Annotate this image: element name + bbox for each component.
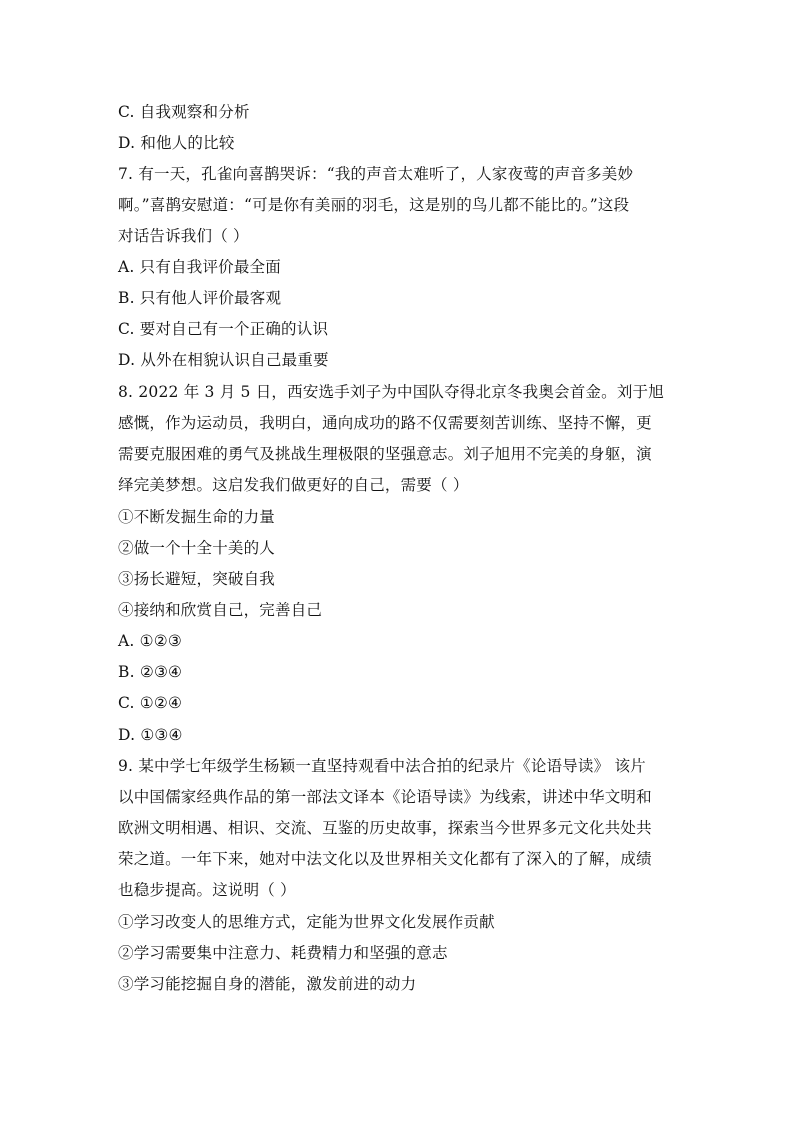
question-7-line-2: 啊。”喜鹊安慰道：“可是你有美丽的羽毛，这是别的鸟儿都不能比的。”这段 xyxy=(118,196,630,214)
question-9-line-1: 9. 某中学七年级学生杨颖一直坚持观看中法合拍的纪录片《论语导读》 该片 xyxy=(118,757,646,775)
option-c-q6: C. 自我观察和分析 xyxy=(118,103,250,121)
statement-3-q8: ③扬长避短，突破自我 xyxy=(118,570,276,588)
question-9-line-5: 也稳步提高。这说明（ ） xyxy=(118,881,296,899)
option-d-q7: D. 从外在相貌认识自己最重要 xyxy=(118,351,329,369)
question-8-line-4: 绎完美梦想。这启发我们做更好的自己，需要（ ） xyxy=(118,476,469,494)
option-b-q8: B. ②③④ xyxy=(118,663,183,681)
statement-4-q8: ④接纳和欣赏自己，完善自己 xyxy=(118,601,323,619)
option-c-q7: C. 要对自己有一个正确的认识 xyxy=(118,320,329,338)
option-d-q8: D. ①③④ xyxy=(118,726,183,744)
question-8-line-2: 感慨，作为运动员，我明白，通向成功的路不仅需要刻苦训练、坚持不懈，更 xyxy=(118,414,652,432)
question-7-line-1: 7. 有一天，孔雀向喜鹊哭诉：“我的声音太难听了，人家夜莺的声音多美妙 xyxy=(118,165,634,183)
question-9-line-2: 以中国儒家经典作品的第一部法文译本《论语导读》为线索，讲述中华文明和 xyxy=(118,788,652,806)
question-7-line-3: 对话告诉我们（ ） xyxy=(118,227,249,245)
statement-1-q8: ①不断发掘生命的力量 xyxy=(118,508,276,526)
option-d-q6: D. 和他人的比较 xyxy=(118,134,235,152)
question-8-line-1: 8. 2022 年 3 月 5 日，西安选手刘子为中国队夺得北京冬我奥会首金。刘于旭 xyxy=(118,383,664,401)
statement-2-q8: ②做一个十全十美的人 xyxy=(118,539,276,557)
question-9-line-4: 荣之道。一年下来，她对中法文化以及世界相关文化都有了深入的了解，成绩 xyxy=(118,850,652,868)
option-c-q8: C. ①②④ xyxy=(118,694,183,712)
statement-2-q9: ②学习需要集中注意力、耗费精力和坚强的意志 xyxy=(118,944,448,962)
option-a-q8: A. ①②③ xyxy=(118,632,182,650)
option-a-q7: A. 只有自我评价最全面 xyxy=(118,258,281,276)
question-9-line-3: 欧洲文明相遇、相识、交流、互鉴的历史故事，探索当今世界多元文化共处共 xyxy=(118,819,652,837)
question-8-line-3: 需要克服困难的勇气及挑战生理极限的坚强意志。刘子旭用不完美的身躯，演 xyxy=(118,445,652,463)
statement-3-q9: ③学习能挖掘自身的潜能，激发前进的动力 xyxy=(118,975,417,993)
statement-1-q9: ①学习改变人的思维方式，定能为世界文化发展作贡献 xyxy=(118,913,495,931)
option-b-q7: B. 只有他人评价最客观 xyxy=(118,289,282,307)
